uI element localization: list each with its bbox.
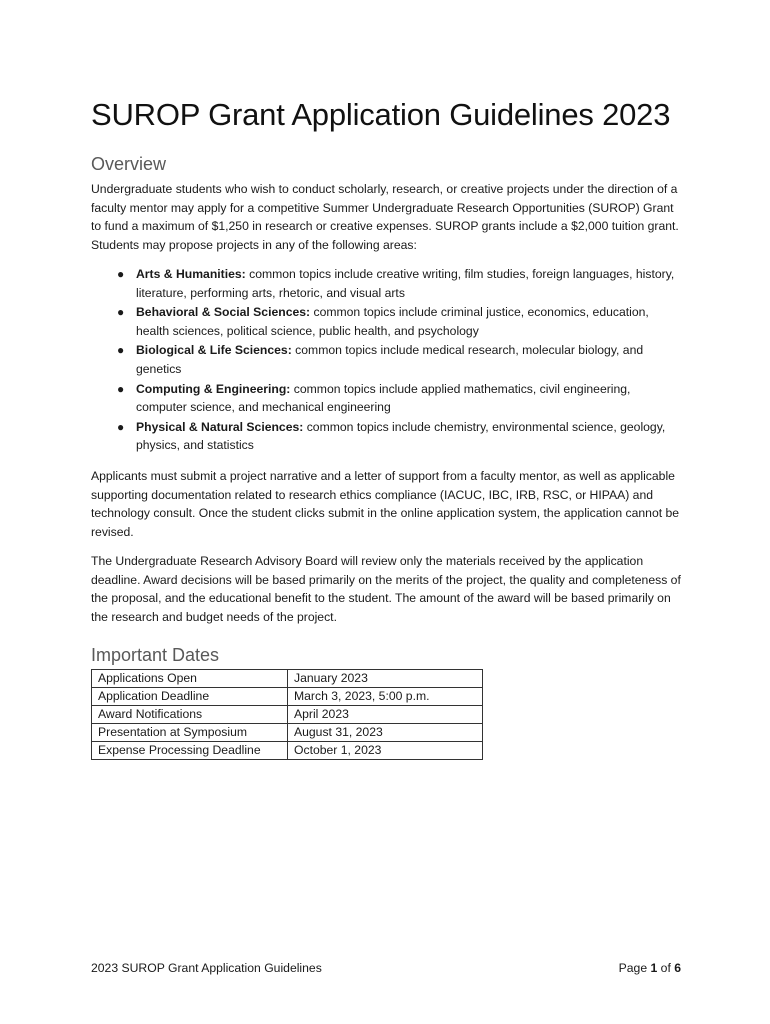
list-item (91, 303, 683, 340)
footer-title: 2023 SUROP Grant Application Guidelines (91, 961, 322, 975)
date-cell: April 2023 (288, 706, 483, 724)
event-cell: Award Notifications (92, 706, 288, 724)
date-cell: October 1, 2023 (288, 742, 483, 760)
page-middle: of (657, 961, 675, 975)
bullet-icon: ● (117, 305, 125, 320)
submission-paragraph: Applicants must submit a project narrative and a letter of support from a faculty mentor, as well as applicable supporting documentation related to research ethics compliance (IACUC, IBC, IRB, RSC, or HIPAA) and technology consult. Once the student clicks submit in the online application system, the application cannot be revised. (91, 469, 680, 539)
event-cell: Application Deadline (92, 688, 288, 706)
areas-list (91, 265, 683, 456)
page-total: 6 (674, 961, 681, 975)
area-text: common topics include criminal justice, economics, education, health sciences, political science, public health, and psychology (136, 305, 649, 338)
document-title: SUROP Grant Application Guidelines 2023 (91, 97, 671, 132)
list-item (91, 418, 683, 455)
table-row (92, 724, 483, 742)
table-row (92, 670, 483, 688)
date-cell: January 2023 (288, 670, 483, 688)
area-text: common topics include chemistry, environmental science, geology, physics, and statistics (136, 419, 666, 453)
event-cell: Applications Open (92, 670, 288, 688)
dates-table (91, 669, 483, 760)
area-text: common topics include creative writing, film studies, foreign languages, history, literature, performing arts, rhetoric, and visual arts (136, 267, 675, 300)
area-label: Physical & Natural Sciences: (136, 419, 304, 434)
event-cell: Presentation at Symposium (92, 724, 288, 742)
area-label: Arts & Humanities: (136, 267, 246, 281)
area-label: Biological & Life Sciences: (136, 343, 292, 358)
table-row (92, 742, 483, 760)
bullet-icon: ● (117, 419, 125, 434)
page-number (619, 961, 681, 975)
date-cell: August 31, 2023 (288, 724, 483, 742)
overview-intro: Undergraduate students who wish to conduct scholarly, research, or creative projects under the direction of a faculty mentor may apply for a competitive Summer Undergraduate Research Opportunities (SUROP) Grant to fund a maximum of $1,250 in research or creative expenses. SUROP grants include a $2,000 tuition grant. Students may propose projects in any of the following areas: (91, 182, 679, 252)
page-prefix: Page (618, 961, 651, 975)
list-item (91, 380, 683, 417)
overview-heading: Overview (91, 154, 167, 174)
area-label: Computing & Engineering: (136, 381, 291, 396)
table-row (92, 688, 483, 706)
bullet-icon: ● (117, 267, 125, 281)
event-cell: Expense Processing Deadline (92, 742, 288, 760)
bullet-icon: ● (117, 343, 125, 358)
review-paragraph: The Undergraduate Research Advisory Board will review only the materials received by the application deadline. Award decisions will be based primarily on the merits of the project, the quality and completeness of the proposal, and the educational benefit to the student. The amount of the award will be based primarily on the research and budget needs of the project. (91, 554, 681, 624)
area-label: Behavioral & Social Sciences: (136, 305, 311, 320)
list-item (91, 265, 683, 302)
bullet-icon: ● (117, 381, 125, 396)
date-cell: March 3, 2023, 5:00 p.m. (288, 688, 483, 706)
area-text: common topics include medical research, molecular biology, and genetics (136, 343, 644, 376)
table-row (92, 706, 483, 724)
area-text: common topics include applied mathematics, civil engineering, computer science, and mechanical engineering (136, 381, 631, 415)
dates-heading: Important Dates (91, 645, 220, 665)
document-page (91, 0, 683, 1024)
list-item (91, 341, 683, 378)
page-current: 1 (650, 961, 658, 975)
